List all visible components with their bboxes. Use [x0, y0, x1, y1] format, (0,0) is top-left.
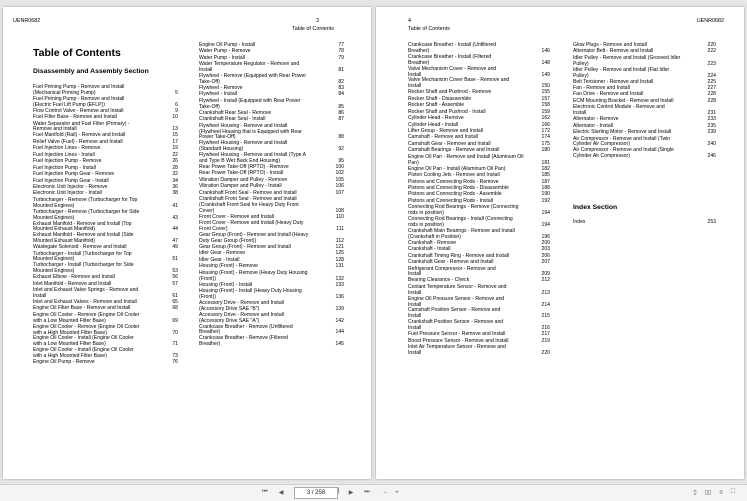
toc-entry[interactable]	[408, 229, 550, 241]
previous-page-icon: ◀	[278, 490, 284, 496]
toc-entry-title: Engine Oil Filter Base - Remove and Install	[33, 305, 131, 312]
toc-entry-page: 148	[541, 59, 550, 66]
toc-entry-title: Glow Plugs - Remove and Install	[573, 42, 647, 48]
toc-entry-title: Fuel Filter Base - Remove and Install	[33, 114, 117, 121]
toc-entry-title: Flywheel - Install (Equipped with Rear Power Take-Off)	[199, 97, 301, 110]
fullscreen-icon: ⛶	[730, 489, 736, 495]
toc-entry-page: 227	[707, 84, 716, 91]
toc-entry[interactable]	[33, 313, 178, 325]
toc-entry-page: 56	[172, 274, 178, 281]
toc-entry-page: 100	[335, 163, 344, 170]
toc-entry-page: 13	[172, 126, 178, 133]
toc-entry-page: 107	[335, 189, 344, 196]
toc-entry-page: 85	[338, 103, 344, 110]
toc-entry-page: 44	[172, 226, 178, 233]
toc-entry-title: Engine Oil Pump - Remove	[33, 359, 95, 366]
toc-entry-page: 106	[335, 183, 344, 190]
page-number: 3	[316, 18, 319, 24]
scroll-view-icon: ≡	[719, 489, 723, 496]
toc-entry-title: Exhaust Elbow - Remove and Install	[33, 274, 115, 281]
toc-entry-page: 239	[707, 129, 716, 136]
toc-entry-page: 223	[707, 60, 716, 67]
toc-entry-page: 86	[338, 109, 344, 116]
toc-entry-title: Water Separator and Fuel Filter (Primary) - Remove and Install	[33, 120, 130, 133]
toc-entry-page: 246	[707, 153, 716, 160]
toc-entry[interactable]	[408, 285, 550, 297]
document-page-right	[376, 7, 744, 479]
toc-entry-title: Belt Tensioner - Remove and Install	[573, 78, 654, 85]
toc-entry-title: Connecting Rod Bearings - Remove (Connecting rods in position)	[408, 204, 519, 217]
toc-entry-page: 200	[541, 239, 550, 246]
toc-entry-title: Crankshaft Timing Ring - Remove and Install	[408, 252, 510, 259]
toc-entry-page: 142	[335, 317, 344, 324]
toc-entry-page: 112	[335, 238, 344, 245]
two-page-view-button[interactable]	[702, 487, 714, 498]
toc-entry-page: 203	[541, 246, 550, 253]
toc-entry-title: Engine Oil Pump - Install	[199, 42, 256, 48]
toc-entry-title: Fuel Injection Lines - Remove	[33, 145, 101, 152]
toc-entry-title: Gear Group (Front) - Remove and Install	[199, 244, 291, 251]
last-page-button[interactable]	[360, 487, 374, 498]
toc-entry-title: Crankshaft Front Seal - Remove and Install	[199, 189, 297, 196]
toc-entry-title: Gear Group (Front) - Remove and Install (Heavy Duty Gear Group (Front))	[199, 232, 309, 245]
toc-entry-title: Camshaft Gear - Remove and Install	[408, 140, 491, 147]
toc-entry-page: 235	[707, 122, 716, 129]
toc-entry-page: 38	[172, 190, 178, 197]
toc-entry-page: 144	[335, 329, 344, 336]
zoom-out-icon: −	[383, 489, 387, 496]
toc-entry-page: 121	[335, 244, 344, 251]
toc-entry-page: 220	[541, 349, 550, 356]
zoom-out-button[interactable]	[380, 487, 390, 498]
toc-entry-title: Inlet and Exhaust Valve Springs - Remove and Install	[33, 287, 139, 300]
toc-entry-title: Air Compressor - Remove and Install (Twin Cylinder Air Compressor)	[573, 135, 671, 148]
last-page-icon: ⏭	[364, 489, 370, 495]
toc-entry-page: 92	[338, 146, 344, 153]
toc-entry-page: 213	[541, 289, 550, 296]
zoom-in-button[interactable]	[392, 487, 402, 498]
page-number: 4	[408, 18, 411, 24]
toc-entry-title: Rocker Shaft - Assemble	[408, 102, 465, 109]
toc-entry-title: Electronic Unit Injector - Remove	[33, 183, 108, 190]
toc-entry-title: Alternator - Remove	[573, 116, 619, 123]
toc-entry-page: 145	[335, 341, 344, 348]
toc-entry-title: Front Cover - Remove and Install	[199, 213, 275, 220]
toc-entry-page: 51	[172, 256, 178, 263]
toc-entry-title: Fuel Injection Pump - Remove	[33, 158, 102, 165]
toc-entry-page: 136	[335, 294, 344, 300]
toc-entry-title: Air Compressor - Remove and Install (Single Cylinder Air Compressor)	[573, 147, 674, 160]
toc-entry[interactable]	[33, 360, 178, 366]
toc-entry-page: 215	[541, 313, 550, 320]
toc-entry-title: Rear Power Take-Off (RPTO) - Remove	[199, 163, 289, 170]
toc-entry-title: Flywheel Housing - Remove and Install (Flywheel Housing that is Equipped with Rear Power Take-Off)	[199, 122, 302, 141]
toc-entry-title: Flow Control Valve - Remove and Install	[33, 107, 124, 114]
toc-entry-title: Turbocharger - Install (Turbocharger for Top Mounted Engines)	[33, 250, 132, 263]
toc-entry-title: Refrigerant Compressor - Remove and Install	[408, 265, 496, 278]
toc-entry-title: Idler Gear - Remove	[199, 250, 246, 257]
toc-entry-page: 110	[335, 213, 344, 220]
toc-entry[interactable]	[573, 220, 716, 226]
toc-entry-title: Crankcase Breather - Remove (Filtered Breather)	[199, 335, 288, 348]
toc-entry-title: Engine Oil Cooler - Remove (Engine Oil Cooler with a Low Mounted Filter Base)	[33, 311, 140, 324]
toc-entry-title: Turbocharger - Remove (Turbocharger for Side Mounted Engines)	[33, 208, 140, 221]
toc-entry-title: Exhaust Manifold - Remove and Install (Top Mounted Exhaust Manifold)	[33, 220, 132, 233]
toc-entry-page: 131	[335, 263, 344, 270]
toc-entry-page: 219	[541, 337, 550, 344]
toc-entry-title: Crankcase Breather - Install (Filtered Breather)	[408, 53, 492, 66]
toc-entry-title: Front Cover - Remove and Install (Heavy Duty Front Cover)	[199, 220, 304, 233]
toc-entry-page: 10	[172, 114, 178, 121]
toc-entry-page: 240	[707, 141, 716, 148]
index-list	[573, 220, 716, 226]
toc-entry-title: Electronic Unit Injector - Install	[33, 190, 102, 197]
document-page-left	[3, 7, 371, 479]
toc-entry-title: Crankshaft - Remove	[408, 239, 457, 246]
toc-entry-page: 231	[707, 110, 716, 117]
toc-entry-title: Valve Mechanism Cover Base - Remove and Install	[408, 77, 510, 90]
toc-entry-title: Vibration Damper and Pulley - Install	[199, 183, 282, 190]
toc-entry-page: 17	[172, 138, 178, 145]
toc-entry-title: Fuel Pressure Sensor - Remove and Install	[408, 331, 506, 338]
toc-entry-page: 22	[172, 151, 178, 158]
running-title: Table of Contents	[292, 26, 334, 32]
toc-entry-page: 224	[707, 72, 716, 79]
toc-entry-title: Crankshaft Rear Seal - Remove	[199, 109, 272, 116]
toc-entry-page: 149	[541, 71, 550, 78]
toc-title: Table of Contents	[33, 47, 121, 59]
toc-entry-page: 206	[541, 252, 550, 259]
toc-entry-title: Bearing Clearance - Check	[408, 277, 470, 284]
toc-entry-page: 49	[172, 244, 178, 251]
toc-entry-page: 77	[338, 42, 344, 48]
toc-entry-title: Flywheel Housing - Remove and Install (Standard Housing)	[199, 140, 288, 153]
toc-entry-page: 95	[338, 158, 344, 165]
toc-entry-page: 9	[175, 107, 178, 114]
toc-entry-title: Crankcase Breather - Remove (Unfiltered Breather)	[199, 323, 293, 336]
next-page-icon: ▶	[348, 490, 354, 496]
two-page-icon: ▯▯	[704, 490, 712, 496]
toc-entry-title: Fuel Injection Lines - Install	[33, 151, 95, 158]
toc-entry-page: 212	[541, 277, 550, 284]
toc-entry-title: Turbocharger - Install (Turbocharger for Side Mounted Engines)	[33, 262, 134, 275]
toc-entry-page: 6	[175, 101, 178, 108]
toc-entry[interactable]	[199, 124, 344, 142]
first-page-icon: ⏮	[262, 489, 268, 495]
toc-entry-title: Electric Starting Motor - Remove and Install	[573, 129, 672, 136]
toc-entry-title: Cylinder Head - Install	[408, 121, 459, 128]
toc-entry-page: 26	[172, 158, 178, 165]
toc-entry-page: 61	[172, 293, 178, 300]
toc-entry[interactable]	[199, 336, 344, 348]
toc-entry-title: Flywheel - Remove	[199, 84, 243, 91]
toc-entry-title: Rear Power Take-Off (RPTO) - Install	[199, 170, 284, 177]
toc-entry-page: 194	[541, 210, 550, 217]
toc-entry-page: 128	[335, 256, 344, 263]
toc-entry-page: 228	[707, 97, 716, 104]
toc-entry-page: 47	[172, 238, 178, 245]
toc-entry-title: Idler Pulley - Remove and Install (Grooved Idler Pulley)	[573, 54, 681, 67]
toc-entry-title: Inlet and Exhaust Valves - Remove and Install	[33, 298, 137, 305]
toc-entry-page: 217	[541, 331, 550, 338]
toc-entry-page: 155	[541, 89, 550, 96]
toc-entry-page: 78	[338, 48, 344, 55]
toc-entry-title: Crankshaft Position Sensor - Remove and Install	[408, 319, 504, 332]
toc-entry-title: Turbocharger - Remove (Turbocharger for Top Mounted Engines)	[33, 196, 138, 209]
single-page-icon: ▯	[693, 490, 697, 496]
toc-entry-title: Engine Oil Pan - Install (Aluminum Oil Pan)	[408, 165, 506, 172]
toc-entry-title: Crankshaft Rear Seal - Install	[199, 116, 266, 123]
toc-entry-title: Fan Drive - Remove and Install	[573, 91, 644, 98]
toc-entry-title: Piston Cooling Jets - Remove and Install	[408, 172, 500, 179]
toc-entry-page: 108	[335, 208, 344, 215]
toc-entry-page: 159	[541, 108, 550, 115]
toc-entry-title: Idler Pulley - Remove and Install (Flat Idler Pulley)	[573, 66, 670, 79]
toc-entry-title: Engine Oil Cooler - Install (Engine Oil Cooler with a High Mounted Filter Base)	[33, 347, 134, 360]
toc-entry-page: 41	[172, 202, 178, 209]
toc-entry-page: 76	[172, 359, 178, 366]
toc-entry-title: Crankshaft Gear - Remove and Install	[408, 259, 494, 266]
toc-entry[interactable]	[408, 345, 550, 357]
toc-entry-title: Flywheel Housing - Remove and Install (Type A and Type B Wet Back End Housing)	[199, 152, 307, 165]
toc-entry-page: 174	[541, 134, 550, 141]
toc-entry-title: ECM Mounting Bracket - Remove and Install	[573, 97, 674, 104]
toc-entry-page: 105	[335, 176, 344, 183]
toc-entry-title: Index	[573, 219, 586, 225]
toc-entry-title: Relief Valve (Fuel) - Remove and Install	[33, 138, 123, 145]
toc-entry-title: Camshaft - Remove and Install	[408, 134, 478, 141]
page-number-input[interactable]: 3 / 258	[294, 487, 338, 499]
toc-entry-title: Fuel Manifold (Rail) - Remove and Install	[33, 132, 126, 139]
toc-entry-page: 157	[541, 95, 550, 102]
toc-entry[interactable]	[573, 148, 716, 160]
toc-entry-title: Housing (Front) - Remove	[199, 263, 258, 270]
toc-entry-page: 133	[335, 281, 344, 288]
toc-entry-title: Fan - Remove and Install	[573, 84, 630, 91]
toc-entry-title: Alternator - Install	[573, 122, 613, 129]
toc-entry-title: Crankshaft Front Seal - Remove and Install (Crankshaft Front Seal for Heavy Duty Front Cover)	[199, 196, 299, 215]
toc-entry-page: 225	[707, 78, 716, 85]
toc-entry-title: Housing (Front) - Remove (Heavy Duty Housing (Front))	[199, 269, 308, 282]
toc-entry[interactable]	[573, 56, 716, 68]
toc-entry-title: Cylinder Head - Remove	[408, 115, 464, 122]
toc-entry[interactable]	[199, 313, 344, 325]
toc-entry-page: 209	[541, 271, 550, 278]
toc-entry-title: Electronic Control Module - Remove and Install	[573, 104, 665, 117]
toc-entry-page: 36	[172, 183, 178, 190]
toc-entry-page: 73	[172, 353, 178, 360]
toc-entry-page: 185	[541, 172, 550, 179]
toc-entry-page: 228	[707, 91, 716, 98]
toc-entry-page: 187	[541, 178, 550, 185]
toc-column-1	[408, 43, 550, 357]
toc-entry-title: Fuel Injection Pump Gear - Install	[33, 177, 109, 184]
toc-entry[interactable]	[199, 271, 344, 283]
toc-entry[interactable]	[199, 301, 344, 313]
toc-entry-title: Pistons and Connecting Rods - Disassemble	[408, 184, 509, 191]
toc-entry-title: Flywheel - Install	[199, 91, 237, 98]
toc-entry-page: 79	[338, 54, 344, 61]
toc-entry-title: Housing (Front) - Install	[199, 281, 253, 288]
toc-entry-page: 150	[541, 83, 550, 90]
toc-entry-title: Idler Gear - Install	[199, 256, 240, 263]
toc-entry-page: 132	[335, 275, 344, 282]
toc-entry-page: 57	[172, 280, 178, 287]
previous-page-button[interactable]	[274, 487, 288, 498]
toc-entry-title: Camshaft Bearings - Remove and Install	[408, 147, 500, 154]
index-section-title: Index Section	[573, 204, 618, 211]
toc-entry-page: 15	[172, 132, 178, 139]
toc-entry-page: 84	[338, 91, 344, 98]
toc-entry-title: Inlet Air Temperature Sensor - Remove and Install	[408, 343, 506, 356]
toc-entry-page: 214	[541, 301, 550, 308]
toc-entry-page: 111	[336, 226, 344, 233]
toc-entry-page: 68	[172, 305, 178, 312]
toc-entry-page: 182	[541, 165, 550, 172]
toc-entry[interactable]	[199, 197, 344, 215]
toc-entry-title: Connecting Rod Bearings - Install (Connecting rods in position)	[408, 216, 513, 229]
toc-entry-title: Engine Oil Pressure Sensor - Remove and Install	[408, 295, 505, 308]
toc-entry-title: Lifter Group - Remove and Install	[408, 127, 484, 134]
doc-code: UENR0682	[13, 18, 41, 24]
toc-entry-page: 181	[541, 159, 550, 166]
toc-entry-title: Wastegate Solenoid - Remove and Install	[33, 244, 127, 251]
toc-entry-title: Accessory Drive - Remove and Install (Accessory Drive SAE "B")	[199, 299, 284, 312]
toc-column-2	[199, 43, 344, 348]
toc-entry-title: Fuel Injection Pump Gear - Remove	[33, 171, 115, 178]
scroll-view-button[interactable]	[716, 487, 726, 498]
toc-entry[interactable]	[33, 210, 178, 222]
toc-entry-title: Rocker Shaft and Pushrod - Install	[408, 108, 486, 115]
toc-entry-page: 222	[707, 48, 716, 55]
toc-entry-title: Crankcase Breather - Install (Unfiltered Breather)	[408, 42, 497, 54]
toc-entry-page: 32	[172, 171, 178, 178]
toc-entry[interactable]	[573, 68, 716, 80]
toc-entry-title: Engine Oil Cooler - Install (Engine Oil Cooler with a Low Mounted Filter Base)	[33, 335, 134, 348]
toc-entry-page: 175	[541, 140, 550, 147]
toc-entry-title: Crankshaft Main Bearings - Remove and Install (Crankshaft in Position)	[408, 227, 515, 240]
zoom-in-icon: +	[395, 489, 399, 496]
toc-column-2	[573, 43, 716, 160]
toc-entry-page: 196	[541, 233, 550, 240]
toc-entry-title: Engine Oil Cooler - Remove (Engine Oil Cooler with a High Mounted Filter Base)	[33, 323, 140, 336]
toc-entry-page: 207	[541, 259, 550, 266]
toc-entry-title: Water Pump - Remove	[199, 48, 251, 55]
toc-entry-page: 83	[338, 84, 344, 91]
toc-entry-page: 192	[541, 197, 550, 204]
toc-entry-page: 188	[541, 184, 550, 191]
toc-entry-title: Rocker Shaft and Pushrod - Remove	[408, 89, 492, 96]
toc-entry-title: Coolant Temperature Sensor - Remove and Install	[408, 283, 507, 296]
viewer-toolbar	[0, 484, 747, 501]
toc-entry-page: 88	[338, 134, 344, 141]
toc-entry-page: 166	[541, 121, 550, 128]
toc-column-1	[33, 85, 178, 367]
toc-entry-page: 70	[172, 329, 178, 336]
toc-entry-title: Vibration Damper and Pulley - Remove	[199, 176, 288, 183]
toc-entry[interactable]	[408, 155, 550, 167]
toc-entry-page: 162	[541, 115, 550, 122]
toc-entry-page: 5	[175, 89, 178, 96]
toc-entry-page: 43	[172, 214, 178, 221]
toc-entry-title: Camshaft Position Sensor - Remove and Install	[408, 307, 501, 320]
toc-entry-title: Rocker Shaft - Disassemble	[408, 95, 472, 102]
toc-entry-title: Alternator Belt - Remove and Install	[573, 48, 654, 55]
toc-entry-page: 71	[172, 341, 178, 348]
toc-entry-title: Inlet Manifold - Remove and Install	[33, 280, 112, 287]
toc-entry-title: Valve Mechanism Cover - Remove and Install	[408, 65, 497, 78]
section-title: Disassembly and Assembly Section	[33, 68, 149, 75]
toc-entry-page: 146	[541, 47, 550, 54]
fullscreen-button[interactable]	[728, 487, 738, 498]
single-page-view-button[interactable]	[690, 487, 700, 498]
toc-entry-page: 194	[541, 222, 550, 229]
toc-entry[interactable]	[33, 198, 178, 210]
toc-entry-page: 81	[338, 67, 344, 74]
toolbar-separator: |	[338, 488, 340, 494]
toc-entry[interactable]	[33, 97, 178, 109]
toc-entry[interactable]	[408, 55, 550, 67]
toc-entry-page: 220	[707, 42, 716, 48]
toc-entry-page: 233	[707, 116, 716, 123]
toc-entry[interactable]	[199, 99, 344, 111]
next-page-button[interactable]	[344, 487, 358, 498]
toc-entry-title: Pistons and Connecting Rods - Assemble	[408, 191, 502, 198]
toc-entry-page: 139	[335, 305, 344, 312]
toc-entry-page: 172	[541, 127, 550, 134]
toc-entry-title: Fuel Injection Pump - Install	[33, 164, 96, 171]
toc-entry-title: Housing (Front) - Install (Heavy Duty Housing (Front))	[199, 288, 302, 300]
toc-entry-title: Water Pump - Install	[199, 54, 245, 61]
toc-entry-page: 82	[338, 79, 344, 86]
toc-entry-title: Flywheel - Remove (Equipped with Rear Power Take-Off)	[199, 73, 307, 86]
toc-entry-title: Boost Pressure Sensor - Remove and Install	[408, 337, 509, 344]
toc-entry-title: Exhaust Manifold - Remove and Install (Side Mounted Exhaust Manifold)	[33, 232, 134, 245]
toc-entry-title: Pistons and Connecting Rods - Remove	[408, 178, 499, 185]
toc-entry-page: 34	[172, 177, 178, 184]
toc-entry-page: 216	[541, 325, 550, 332]
toc-entry-title: Fuel Priming Pump - Remove and Install (Electric Fuel Lift Pump (EFLP))	[33, 95, 125, 108]
toc-entry-page: 28	[172, 164, 178, 171]
toc-entry-page: 125	[335, 250, 344, 257]
toc-entry-page: 102	[335, 170, 344, 177]
toc-entry-page: 180	[541, 147, 550, 154]
toc-entry-page: 65	[172, 298, 178, 305]
toc-entry-title: Accessory Drive - Remove and Install (Accessory Drive SAE "A")	[199, 311, 284, 324]
first-page-button[interactable]	[258, 487, 272, 498]
toc-entry-page: 190	[541, 191, 550, 198]
toc-entry-page: 253	[707, 219, 716, 225]
running-title: Table of Contents	[408, 26, 450, 32]
toc-entry-page: 87	[338, 116, 344, 123]
toc-entry-page: 158	[541, 102, 550, 109]
toc-entry-page: 19	[172, 145, 178, 152]
toc-entry-title: Fuel Priming Pump - Remove and Install (Mechanical Priming Pump)	[33, 84, 125, 96]
toc-entry-page: 53	[172, 268, 178, 275]
toc-entry-title: Engine Oil Pan - Remove and Install (Aluminum Oil Pan)	[408, 153, 524, 166]
doc-code: UENR0682	[696, 18, 724, 24]
toc-entry-title: Water Temperature Regulator - Remove and Install	[199, 61, 300, 74]
toc-entry-title: Crankshaft - Install	[408, 246, 451, 253]
toc-entry-title: Pistons and Connecting Rods - Install	[408, 197, 493, 204]
toc-entry-page: 69	[172, 317, 178, 324]
